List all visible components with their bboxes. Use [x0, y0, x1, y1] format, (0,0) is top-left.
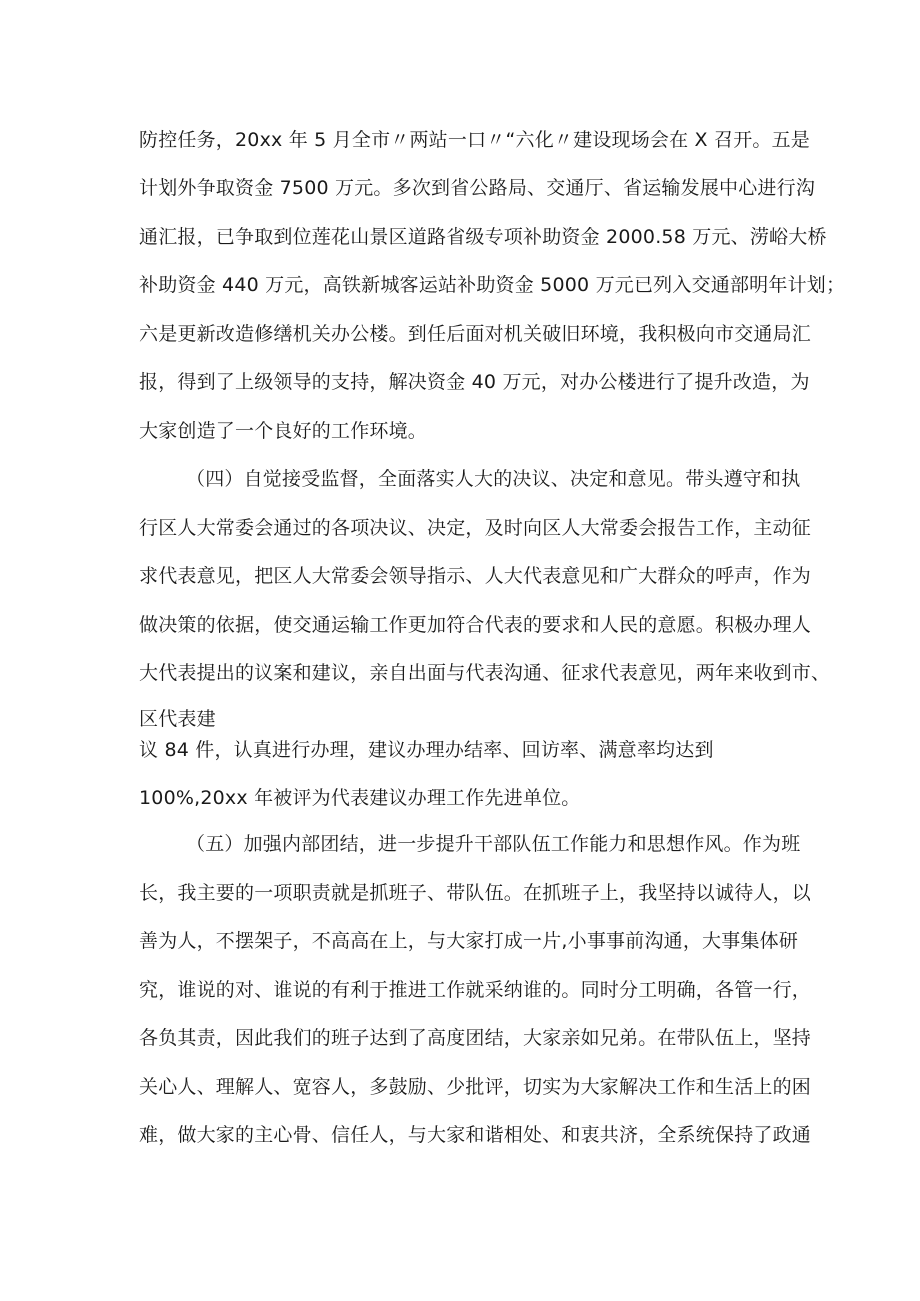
text-line: 补助资金 440 万元，高铁新城客运站补助资金 5000 万元已列入交通部明年计划； — [139, 274, 846, 296]
text-line: 大代表提出的议案和建议，亲自出面与代表沟通、征求代表意见，两年来收到市、 — [139, 662, 831, 684]
text-line: 六是更新改造修缮机关办公楼。到任后面对机关破旧环境，我积极向市交通局汇 — [139, 323, 812, 345]
text-line: 做决策的依据，使交通运输工作更加符合代表的要求和人民的意愿。积极办理人 — [139, 614, 812, 636]
text-line: 报，得到了上级领导的支持，解决资金 40 万元，对办公楼进行了提升改造，为 — [139, 371, 810, 393]
text-line: 长，我主要的一项职责就是抓班子、带队伍。在抓班子上，我坚持以诚待人，以 — [139, 882, 812, 904]
text-line: 通汇报，已争取到位莲花山景区道路省级专项补助资金 2000.58 万元、涝峪大桥 — [139, 226, 827, 248]
text-line: 难，做大家的主心骨、信任人，与大家和谐相处、和衷共济，全系统保持了政通 — [139, 1124, 812, 1146]
text-line: 大家创造了一个良好的工作环境。 — [139, 420, 428, 442]
text-line: 各负其责，因此我们的班子达到了高度团结，大家亲如兄弟。在带队伍上，坚持 — [139, 1027, 812, 1049]
paragraph-four-heading: （四）自觉接受监督，全面落实人大的决议、决定和意见。带头遵守和执 — [186, 468, 801, 490]
text-line: 100%,20xx 年被评为代表建议办理工作先进单位。 — [139, 787, 581, 809]
text-line: 区代表建 — [139, 708, 216, 730]
text-line: 关心人、理解人、宽容人，多鼓励、少批评，切实为大家解决工作和生活上的困 — [139, 1076, 812, 1098]
text-line: 行区人大常委会通过的各项决议、决定，及时向区人大常委会报告工作，主动征 — [139, 517, 812, 539]
text-line: 议 84 件，认真进行办理，建议办理办结率、回访率、满意率均达到 — [139, 739, 714, 761]
text-line: 防控任务，20xx 年 5 月全市〃两站一口〃“六化〃建设现场会在 X 召开。五是 — [139, 129, 811, 151]
text-line: 善为人，不摆架子，不高高在上，与大家打成一片,小事事前沟通，大事集体研 — [139, 930, 799, 952]
text-line: 求代表意见，把区人大常委会领导指示、人大代表意见和广大群众的呼声，作为 — [139, 565, 812, 587]
text-line: 究，谁说的对、谁说的有利于推进工作就采纳谁的。同时分工明确，各管一行， — [139, 979, 812, 1001]
text-line: 计划外争取资金 7500 万元。多次到省公路局、交通厅、省运输发展中心进行沟 — [139, 177, 816, 199]
paragraph-five-heading: （五）加强内部团结，进一步提升干部队伍工作能力和思想作风。作为班 — [186, 833, 801, 855]
